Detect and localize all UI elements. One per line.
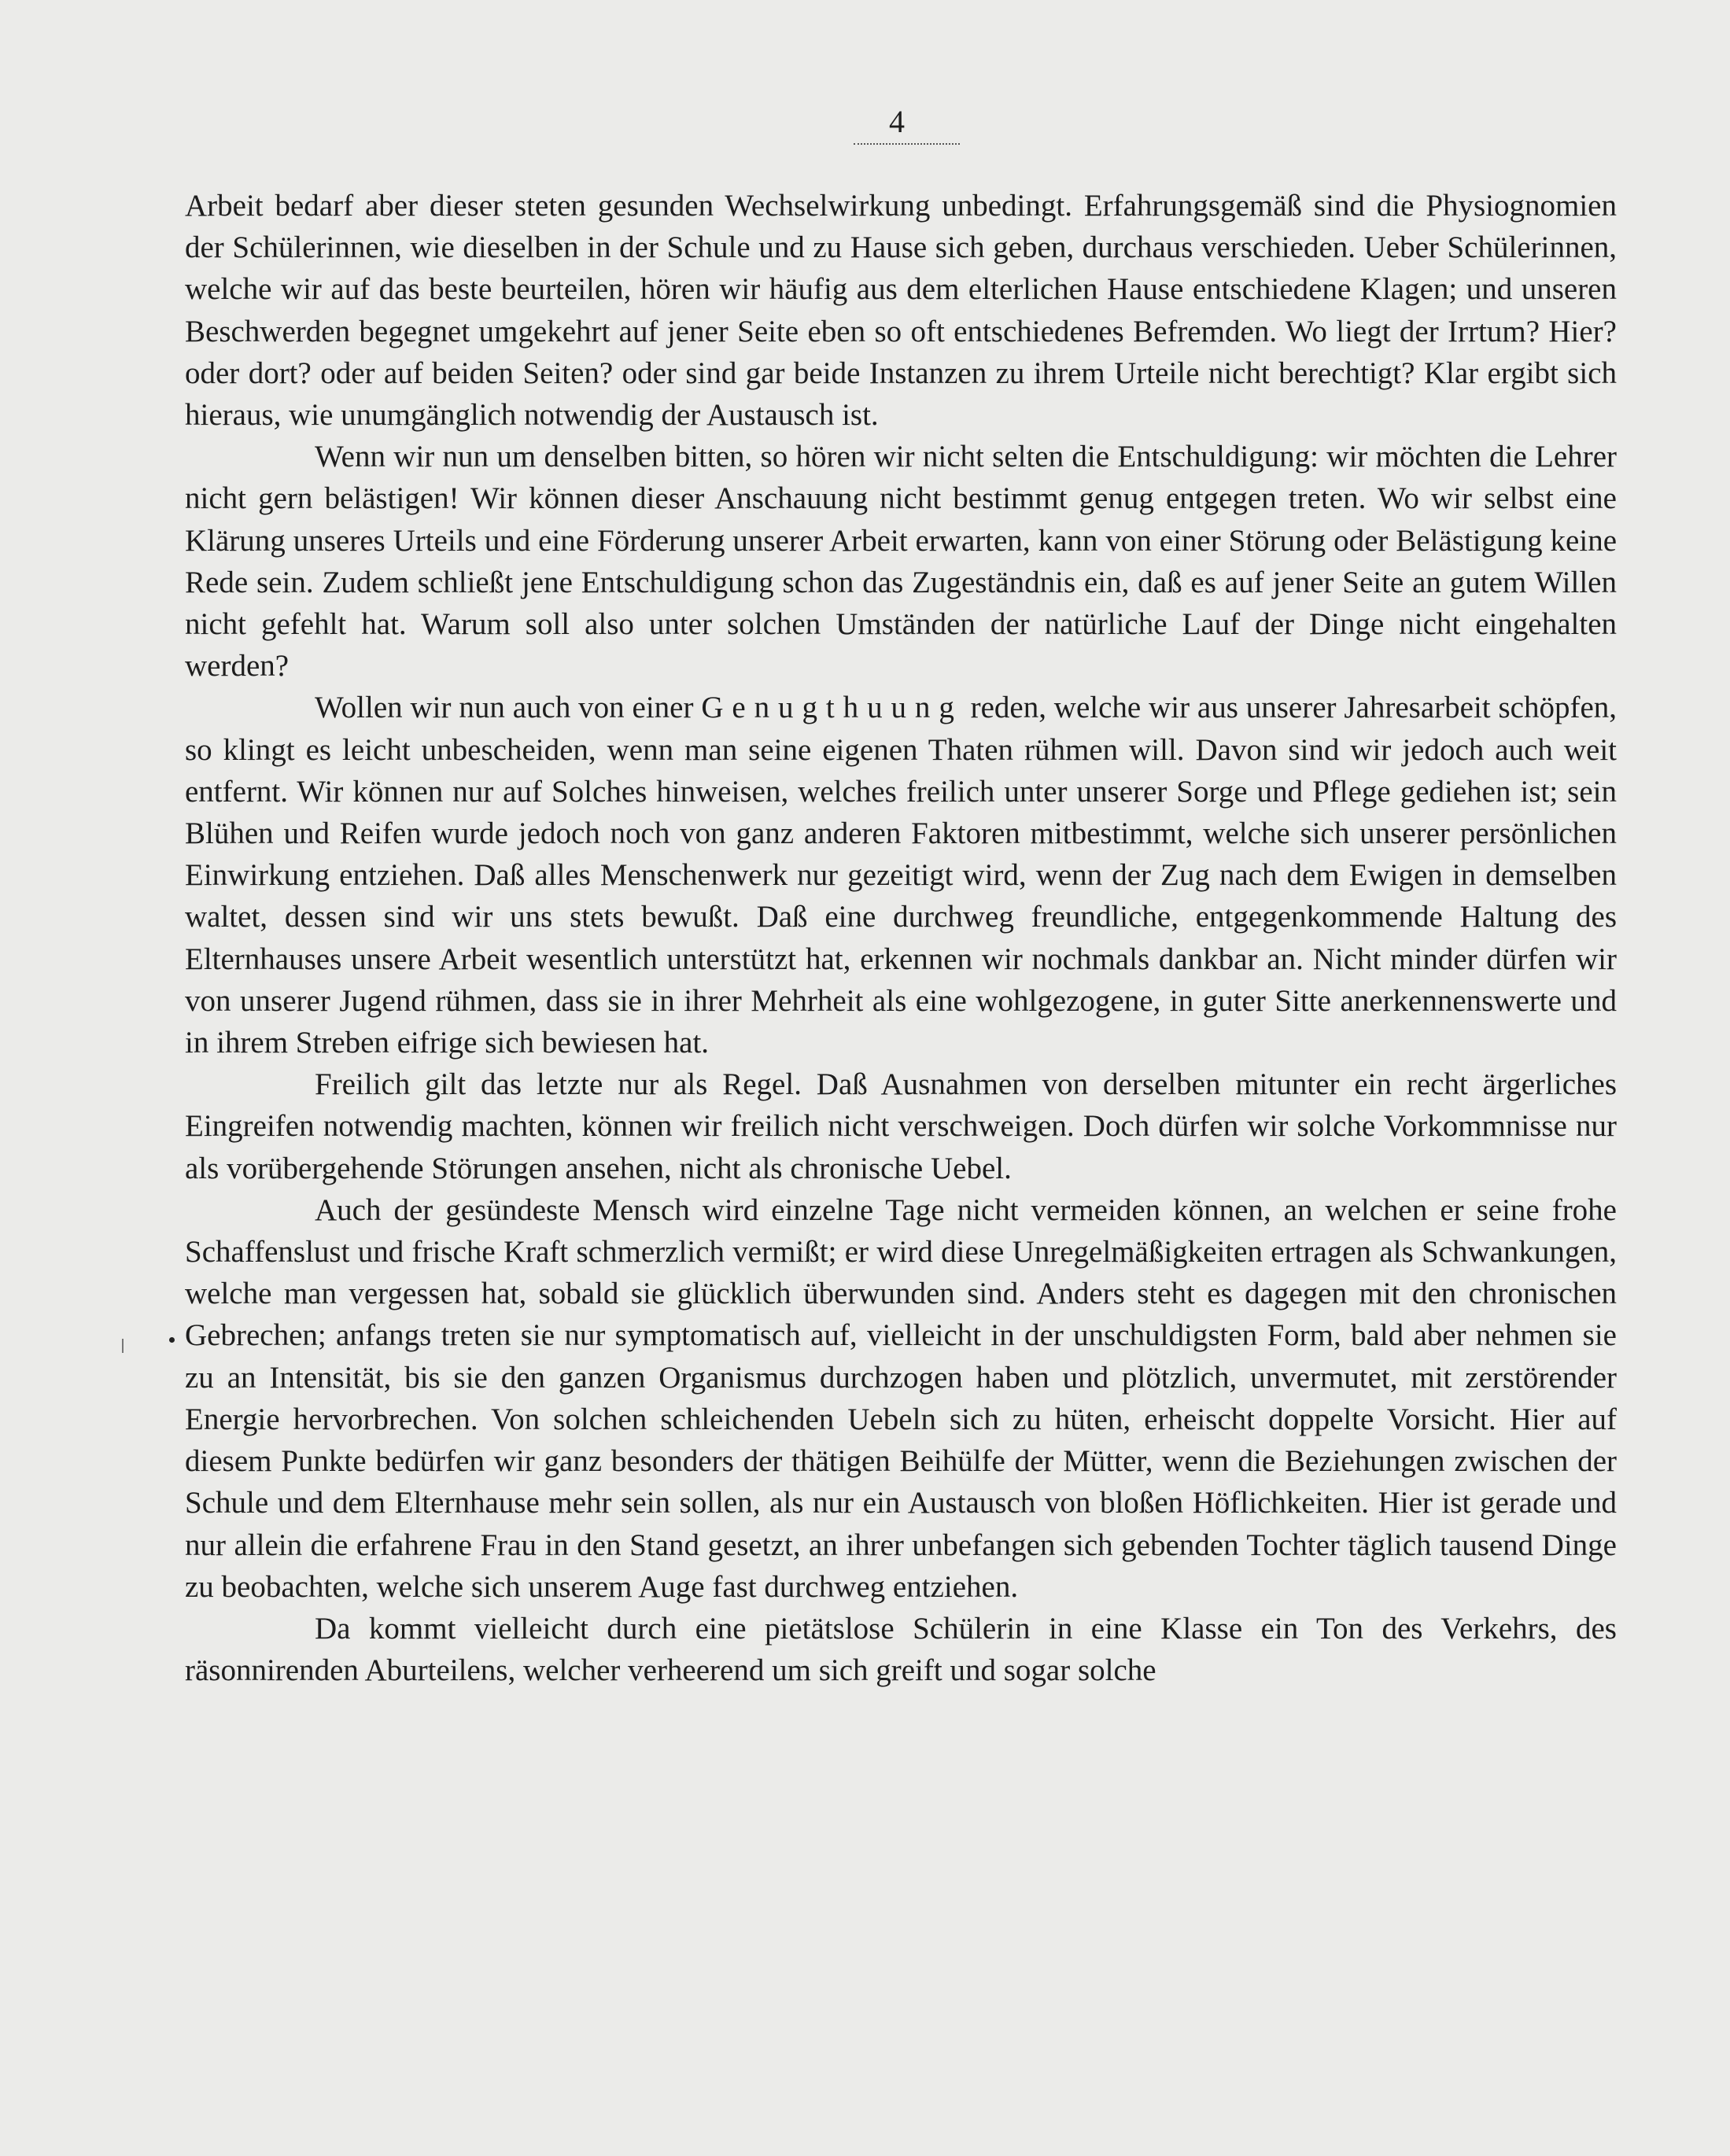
paragraph-4: Freilich gilt das letzte nur als Regel. Daß Ausnahmen von derselben mitunter ein recht ärgerliches Eingreifen notwendig machten, können wir freilich nicht verschweigen. Doch dürfen wir solche Vorkommnisse nur als vorübergehende Störungen ansehen, nicht als chronische Uebel. [185, 1067, 1617, 1185]
paragraph-3-rest: reden, welche wir aus unserer Jahresarbeit schöpfen, so klingt es leicht unbescheiden, wenn man seine eigenen Thaten rühmen will. Davon sind wir jedoch auch weit entfernt. Wir können nur auf Solches hinweisen, welches freilich unter unserer Sorge und Pflege gediehen ist; sein Blühen und Reifen wurde jedoch noch von ganz anderen Faktoren mitbestimmt, welche sich unserer persönlichen Einwirkung entziehen. Daß alles Menschenwerk nur gezeitigt wird, wenn der Zug nach dem Ewigen in demselben waltet, dessen sind wir uns stets bewußt. Daß eine durchweg freundliche, entgegenkommende Haltung des Elternhauses unsere Arbeit wesentlich unterstützt hat, erkennen wir nochmals dankbar an. Nicht minder dürfen wir von unserer Jugend rühmen, dass sie in ihrer Mehrheit als eine wohlgezogene, in guter Sitte anerkennenswerte und in ihrem Streben eifrige sich bewiesen hat. [185, 691, 1617, 1060]
paragraph-3-lead: Wollen wir nun auch von einer [315, 691, 702, 725]
emphasized-word: Genugthuung [701, 691, 963, 725]
paragraph-6: Da kommt vielleicht durch eine pietätslose Schülerin in eine Klasse ein Ton des Verkehrs, des räsonnirenden Aburteilens, welcher verheerend um sich greift und sogar solche [185, 1611, 1617, 1688]
page-number-ornament [854, 140, 960, 145]
paragraph-continued: Arbeit bedarf aber dieser steten gesunden Wechselwirkung unbedingt. Erfahrungsgemäß sind die Physiognomien der Schülerinnen, wie dieselben in der Schule und zu Hause sich geben, durchaus verschieden. Ueber Schülerinnen, welche wir auf das beste beurteilen, hören wir häufig aus dem elterlichen Hause entschiedene Klagen; und unseren Beschwerden begegnet umgekehrt auf jener Seite eben so oft entschiedenes Befremden. Wo liegt der Irrtum? Hier? oder dort? oder auf beiden Seiten? oder sind gar beide Instanzen zu ihrem Urteile nicht berechtigt? Klar ergibt sich hieraus, wie unumgänglich notwendig der Austausch ist. [185, 189, 1617, 433]
paragraph-5: Auch der gesündeste Mensch wird einzelne Tage nicht vermeiden können, an welchen er seine frohe Schaffenslust und frische Kraft schmerzlich vermißt; er wird diese Unregelmäßigkeiten ertragen als Schwankungen, welche man vergessen hat, sobald sie glücklich überwunden sind. Anders steht es dagegen mit den chronischen Gebrechen; anfangs treten sie nur symptomatisch auf, vielleicht in der unschuldigsten Form, bald aber nehmen sie zu an Intensität, bis sie den ganzen Organismus durchzogen haben und plötzlich, unvermutet, mit zerstörender Energie hervorbrechen. Von solchen schleichenden Uebeln sich zu hüten, erheischt doppelte Vorsicht. Hier auf diesem Punkte bedürfen wir ganz besonders der thätigen Beihülfe der Mütter, wenn die Beziehungen zwischen der Schule und dem Elternhause mehr sein sollen, als nur ein Austausch von bloßen Höflichkeiten. Hier ist gerade und nur allein die erfahrene Frau in den Stand gesetzt, an ihrer unbefangen sich gebenden Tochter täglich tausend Dinge zu beobachten, welche sich unserem Auge fast durchweg entziehen. [185, 1192, 1617, 1604]
body-text [185, 185, 1617, 1691]
paragraph-3 [185, 687, 1617, 1063]
paragraph-2: Wenn wir nun um denselben bitten, so hören wir nicht selten die Entschuldigung: wir möchten die Lehrer nicht gern belästigen! Wir können dieser Anschauung nicht bestimmt genug entgegen treten. Wo wir selbst eine Klärung unseres Urteils und eine Förderung unserer Arbeit erwarten, kann von einer Störung oder Belästigung keine Rede sein. Zudem schließt jene Entschuldigung schon das Zugeständnis ein, daß es auf jener Seite an gutem Willen nicht gefehlt hat. Warum soll also unter solchen Umständen der natürliche Lauf der Dinge nicht eingehalten werden? [185, 440, 1617, 684]
margin-mark [122, 1339, 124, 1353]
page-number: 4 [889, 104, 905, 139]
margin-dot [169, 1337, 175, 1343]
